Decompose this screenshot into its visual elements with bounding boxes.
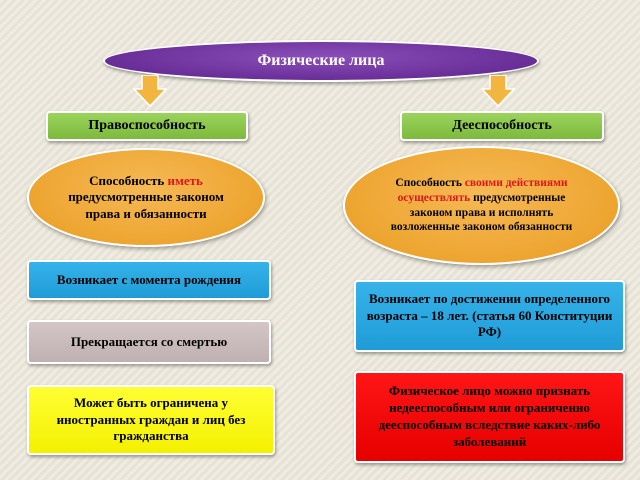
right-item-blue: [354, 280, 625, 352]
right-header-label: Дееспособность: [452, 118, 552, 133]
left-item-blue: [27, 260, 271, 300]
left-definition-text: Способность иметь предусмотренные законом права и обязанности: [68, 173, 224, 221]
right-item-red: [354, 371, 625, 463]
left-definition-highlight: иметь: [167, 173, 203, 189]
page-title: Физические лица: [257, 52, 385, 69]
right-definition-highlight: своими действиями осуществлять: [397, 176, 568, 204]
left-item-text: Прекращается со смертью: [70, 333, 228, 349]
down-arrow-icon: [481, 75, 515, 107]
left-item-text: Возникает с момента рождения: [56, 271, 242, 287]
right-item-text: Физическое лицо можно признать недееспособным или ограниченно дееспособным вследствие каких-либо заболеваний: [378, 383, 601, 449]
right-definition-text: Способность своими действиями осуществлять предусмотренные законом права и исполнять возложенные законом обязанности: [390, 176, 573, 234]
left-header-box: [46, 111, 248, 141]
right-item-text: Возникает по достижении определенного возраста – 18 лет. (статья 60 Конституции РФ): [366, 290, 613, 340]
left-item-gray: [27, 320, 271, 364]
down-arrow-icon: [133, 75, 167, 107]
left-item-yellow: [27, 385, 275, 455]
left-definition-ellipse: [27, 148, 265, 247]
right-header-box: [400, 111, 604, 141]
right-definition-ellipse: [343, 146, 620, 265]
left-item-text: Может быть ограничена у иностранных граждан и лиц без гражданства: [56, 394, 246, 444]
title-ellipse: [103, 40, 539, 82]
left-header-label: Правоспособность: [88, 118, 206, 133]
